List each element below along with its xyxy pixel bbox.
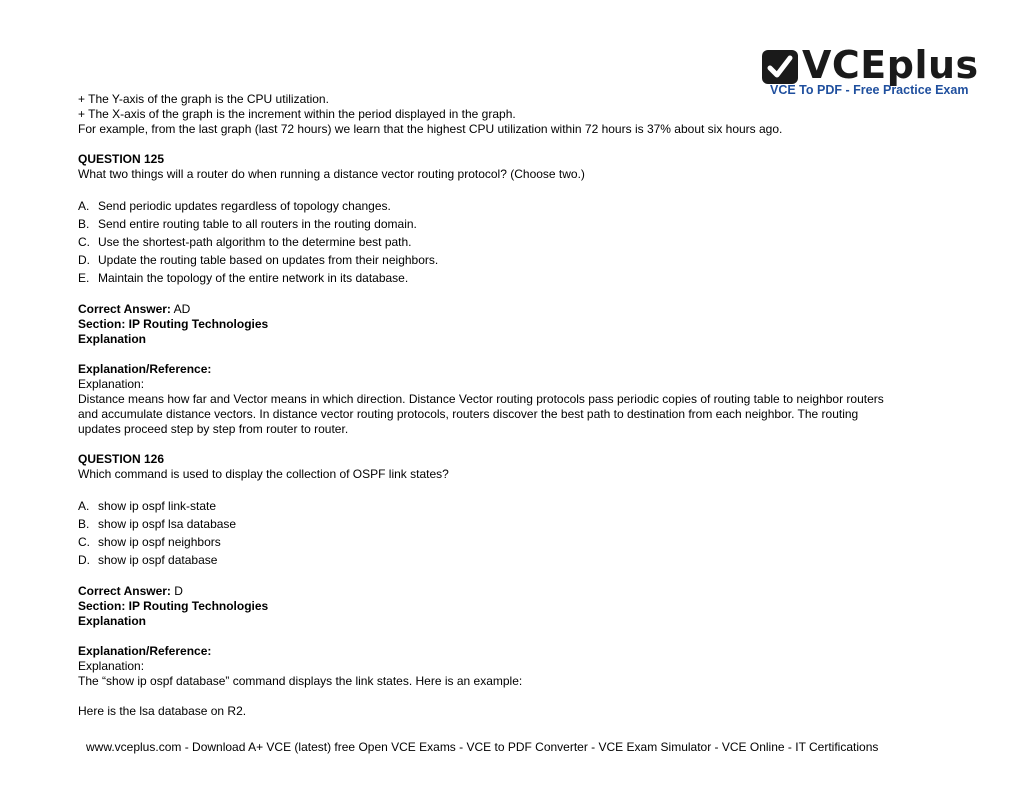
- reference-line: updates proceed step by step from router to router.: [78, 422, 349, 436]
- reference-line: Here is the lsa database on R2.: [78, 704, 247, 718]
- logo-tagline: VCE To PDF - Free Practice Exam: [770, 83, 969, 97]
- question-text: What two things will a router do when running a distance vector routing protocol? (Choose two.): [78, 167, 585, 181]
- option-d: D. show ip ospf database: [78, 553, 218, 567]
- section-label: Section: IP Routing Technologies: [78, 317, 269, 331]
- intro-line: + The X-axis of the graph is the increment within the period displayed in the graph.: [78, 107, 516, 121]
- section-label: Section: IP Routing Technologies: [78, 599, 269, 613]
- intro-line: + The Y-axis of the graph is the CPU utilization.: [78, 92, 329, 106]
- question-text: Which command is used to display the collection of OSPF link states?: [78, 467, 449, 481]
- answer-options: [78, 497, 958, 569]
- option-b: B. show ip ospf lsa database: [78, 517, 237, 531]
- correct-answer: Correct Answer: AD: [78, 302, 191, 316]
- explanation-heading: Explanation: [78, 332, 147, 346]
- option-a: A. show ip ospf link-state: [78, 499, 217, 513]
- page-content: [78, 92, 958, 719]
- question-title: QUESTION 126: [78, 452, 165, 466]
- page-footer: www.vceplus.com - Download A+ VCE (latest) free Open VCE Exams - VCE to PDF Converter - VCE Exam Simulator - VCE Online - IT Certifications: [86, 740, 879, 754]
- reference-line: The “show ip ospf database” command displays the link states. Here is an example:: [78, 674, 523, 688]
- question-title: QUESTION 125: [78, 152, 165, 166]
- reference-heading: Explanation/Reference:: [78, 362, 212, 376]
- correct-answer: Correct Answer: D: [78, 584, 183, 598]
- option-e: E. Maintain the topology of the entire network in its database.: [78, 271, 409, 285]
- option-d: D. Update the routing table based on updates from their neighbors.: [78, 253, 439, 267]
- reference-heading: Explanation/Reference:: [78, 644, 212, 658]
- option-c: C. Use the shortest-path algorithm to the determine best path.: [78, 235, 412, 249]
- reference-line: and accumulate distance vectors. In distance vector routing protocols, routers discover the best path to destination from each neighbor. The routing: [78, 407, 859, 421]
- reference-label: Explanation:: [78, 377, 145, 391]
- reference-label: Explanation:: [78, 659, 145, 673]
- checkmark-icon: [762, 50, 798, 84]
- answer-options: [78, 197, 958, 287]
- option-c: C. show ip ospf neighbors: [78, 535, 221, 549]
- reference-line: Distance means how far and Vector means in which direction. Distance Vector routing protocols pass periodic copies of routing table to neighbor routers: [78, 392, 884, 406]
- logo-wordmark: VCEplus: [802, 43, 979, 87]
- option-a: A. Send periodic updates regardless of topology changes.: [78, 199, 391, 213]
- explanation-heading: Explanation: [78, 614, 147, 628]
- option-b: B. Send entire routing table to all routers in the routing domain.: [78, 217, 417, 231]
- intro-line: For example, from the last graph (last 72 hours) we learn that the highest CPU utilization within 72 hours is 37% about six hours ago.: [78, 122, 783, 136]
